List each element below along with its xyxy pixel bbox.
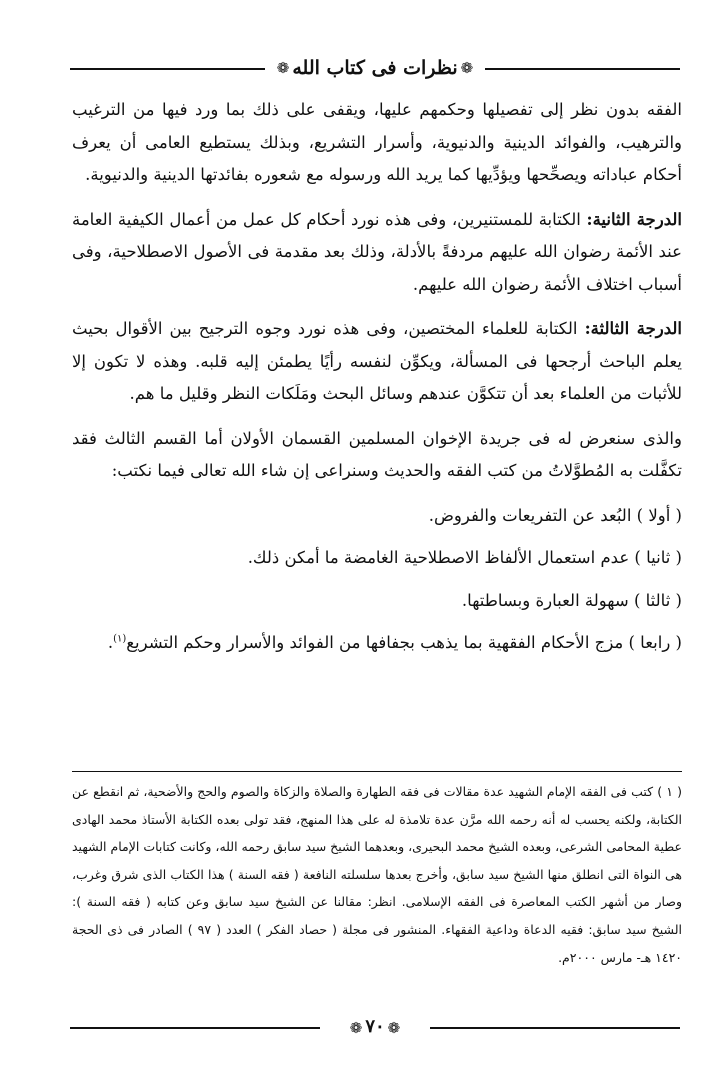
list-item-1: ( أولا ) البُعد عن التفريعات والفروض. xyxy=(428,505,682,525)
running-header xyxy=(70,52,680,84)
list-item-2: ( ثانيا ) عدم استعمال الألفاظ الاصطلاحية الغامضة ما أمكن ذلك. xyxy=(247,548,682,567)
degree-2-text: الكتابة للمستنيرين، وفى هذه نورد أحكام كل عمل من أعمال الكيفية العامة عند الأئمة رضوان الله عليهم مردفةً بالأدلة، وذلك بعد مقدمة فى الأصول الاصطلاحية، وفى أسباب اختلاف الأئمة رضوان الله عليهم. xyxy=(72,209,682,294)
paragraph-4: والذى سنعرض له فى جريدة الإخوان المسلمين القسمان الأولان أما القسم الثالث فقد تكفَّلت به المُطوَّلاتُ من كتب الفقه والحديث وسنراعى إن شاء الله تعالى فيما نكتب: xyxy=(72,428,682,480)
degree-3-label: الدرجة الثالثة: xyxy=(584,319,683,338)
degree-3-text: الكتابة للعلماء المختصين، وفى هذه نورد وجوه الترجيح بين الأقوال بحيث يعلم الباحث أرجحها فى المسألة، ويكوِّن لنفسه رأيًا يطمئن إليه قلبه. وهذه لا تكون إلا للأثبات من العلماء بعد أن تتكوَّن عندهم وسائل البحث ومَلَكات النظر وقليل ما هم. xyxy=(72,319,682,403)
paragraph-1: الفقه بدون نظر إلى تفصيلها وحكمهم عليها، ويقفى على ذلك بما ورد فيها من الترغيب والترهيب، والفوائد الدينية والدنيوية، وأسرار التشريع، وبذلك يستطيع العامى أن يعرف أحكام عباداته ويصحِّحها ويؤدِّيها كما يريد الله ورسوله مع شعوره بفائدتها الدينية والدنيوية. xyxy=(72,100,682,184)
footer-number-block xyxy=(320,1012,430,1042)
header-title-block xyxy=(265,52,485,84)
list-item-4 xyxy=(72,627,682,660)
list-item-3: ( ثالثا ) سهولة العبارة وبساطتها. xyxy=(461,590,682,610)
degree-2-label: الدرجة الثانية: xyxy=(586,209,682,229)
header-rule-left xyxy=(70,68,265,70)
paragraph-degree-3 xyxy=(72,313,682,411)
page-number: ٧٠ xyxy=(365,1016,385,1037)
main-text xyxy=(72,94,682,670)
ornament-icon: ❁ xyxy=(276,59,290,77)
footer-rule-right xyxy=(430,1027,680,1029)
footnote-text: ( ١ ) كتب فى الفقه الإمام الشهيد عدة مقالات فى فقه الطهارة والصلاة والزكاة والصوم والحج والأضحية، ثم انقطع عن الكتابة، ولكنه يحسب له أنه رحمه الله مرَّن عدة تلامذة له على هذا المنهج، فقد تولى بعده الكتابة الأستاذ محمد الهادى عطية المحامى الشرعى، وبعده الشيخ محمد البحيرى، وبعدهما الشيخ سيد سابق رحمه الله، وكانت كتابات الإمام الشهيد هى النواة التى انطلق منها الشيخ سيد سابق، وأخرج بعدها سلسلته النافعة ( فقه السنة ) هذا الكتاب الذى شرق وغرب، وصار من أشهر الكتب المعاصرة فى الفقه الإسلامى. انظر: مقالنا عن الشيخ سيد سابق وعن كتابه ( فقه السنة ): الشيخ سيد سابق: فقيه الدعاة وداعية الفقهاء. المنشور فى مجلة ( حصاد الفكر ) العدد ( ٩٧ ) الصادر فى ذى الحجة ١٤٢٠ هـ- مارس ٢٠٠٠م. xyxy=(72,784,682,965)
footnote-separator xyxy=(72,771,682,772)
footnote xyxy=(72,778,682,971)
paragraph-degree-2 xyxy=(72,204,682,302)
header-rule-right xyxy=(485,68,680,70)
ornament-icon: ❁ xyxy=(349,1019,363,1037)
ornament-icon: ❁ xyxy=(460,59,474,77)
list-item-4-text: ( رابعا ) مزج الأحكام الفقهية بما يذهب بجفافها من الفوائد والأسرار وحكم التشريع xyxy=(126,633,682,652)
footer-rule-left xyxy=(70,1027,320,1029)
list-item-4-end: . xyxy=(107,633,114,652)
ornament-icon: ❁ xyxy=(387,1019,401,1037)
footnote-reference[interactable]: (١) xyxy=(113,633,127,645)
page-footer xyxy=(70,1012,680,1042)
book-title: نظرات فى كتاب الله xyxy=(292,57,458,79)
